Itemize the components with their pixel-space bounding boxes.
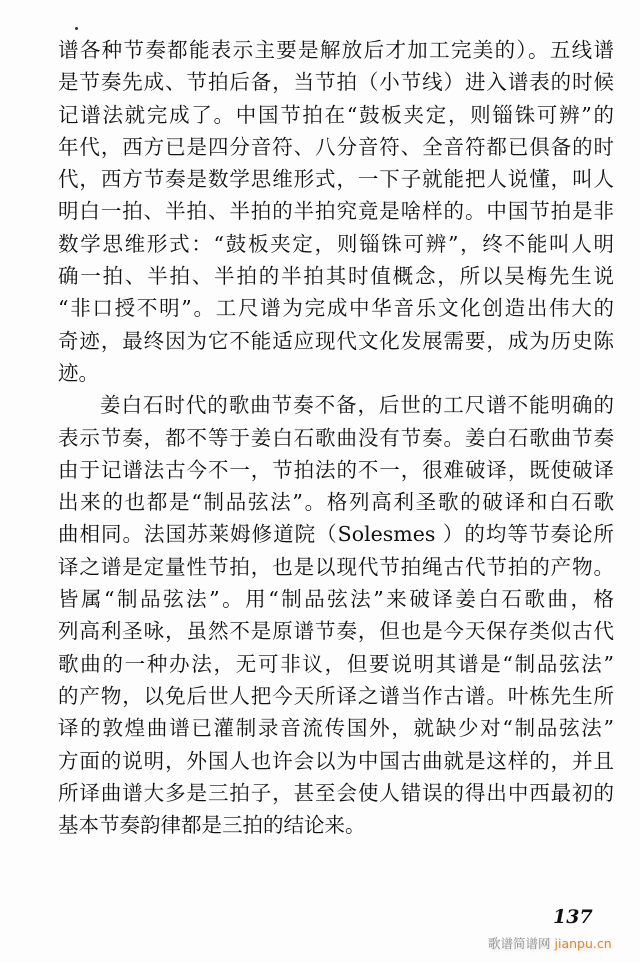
- text-line: 迹。: [58, 360, 99, 385]
- paragraph-1: [58, 34, 614, 389]
- text-line: 数学思维形式：“鼓板夹定，则锱铢可辨”，终不能叫人明: [58, 231, 614, 256]
- text-line: 列高利圣咏，虽然不是原谱节奏，但也是今天保存类似古代: [58, 619, 614, 644]
- text-line: 歌曲的一种办法，无可非议，但要说明其谱是“制品弦法”: [58, 651, 614, 676]
- text-line: 记谱法就完成了。中国节拍在“鼓板夹定，则锱铢可辨”的: [58, 102, 614, 127]
- watermark-domain: jianpu.cn: [554, 936, 612, 951]
- text-line: 由于记谱法古今不一，节拍法的不一，很难破译，既使破译: [58, 457, 614, 482]
- text-line: 出来的也都是“制品弦法”。格列高利圣歌的破译和白石歌: [58, 490, 614, 515]
- text-line: “非口授不明”。工尺谱为完成中华音乐文化创造出伟大的: [58, 296, 614, 321]
- text-line: 年代，西方已是四分音符、八分音符、全音符都已俱备的时: [58, 134, 614, 159]
- text-line: 确一拍、半拍、半拍的半拍其时值概念，所以吴梅先生说: [58, 264, 614, 289]
- text-line: 基本节奏韵律都是三拍的结论来。: [58, 813, 366, 838]
- text-line: 表示节奏，都不等于姜白石歌曲没有节奏。姜白石歌曲节奏: [58, 425, 614, 450]
- text-line: 皆属“制品弦法”。用“制品弦法”来破译姜白石歌曲，格: [58, 587, 614, 612]
- scan-speck: [75, 27, 78, 30]
- text-line: 谱各种节奏都能表示主要是解放后才加工完美的）。五线谱: [58, 38, 614, 62]
- text-line: 的产物，以免后世人把今天所译之谱当作古谱。叶栋先生所: [58, 683, 614, 708]
- text-line: 译之谱是定量性节拍，也是以现代节拍绳古代节拍的产物。: [58, 554, 614, 579]
- text-line: 明白一拍、半拍、半拍的半拍究竟是啥样的。中国节拍是非: [58, 199, 614, 224]
- text-line: 姜白石时代的歌曲节奏不备，后世的工尺谱不能明确的: [100, 393, 614, 418]
- text-line: 是节奏先成、节拍后备，当节拍（小节线）进入谱表的时候: [58, 70, 614, 95]
- text-line: 译的敦煌曲谱已灌制录音流传国外，就缺少对“制品弦法”: [58, 716, 614, 741]
- text-line: 代，西方节奏是数学思维形式，一下子就能把人说懂，叫人: [58, 167, 614, 192]
- watermark-site-name: 歌谱简谱网: [488, 936, 551, 951]
- text-line: 方面的说明，外国人也许会以为中国古曲就是这样的，并且: [58, 748, 614, 773]
- paragraph-2: [58, 389, 614, 841]
- page-number: 137: [553, 906, 593, 928]
- body-text: [58, 34, 614, 841]
- text-line: 奇迹，最终因为它不能适应现代文化发展需要，成为历史陈: [58, 328, 614, 353]
- text-line: 所译曲谱大多是三拍子，甚至会使人错误的得出中西最初的: [58, 780, 614, 805]
- text-line: 曲相同。法国苏莱姆修道院（Solesmes ）的均等节奏论所: [58, 522, 614, 547]
- watermark: [488, 934, 612, 952]
